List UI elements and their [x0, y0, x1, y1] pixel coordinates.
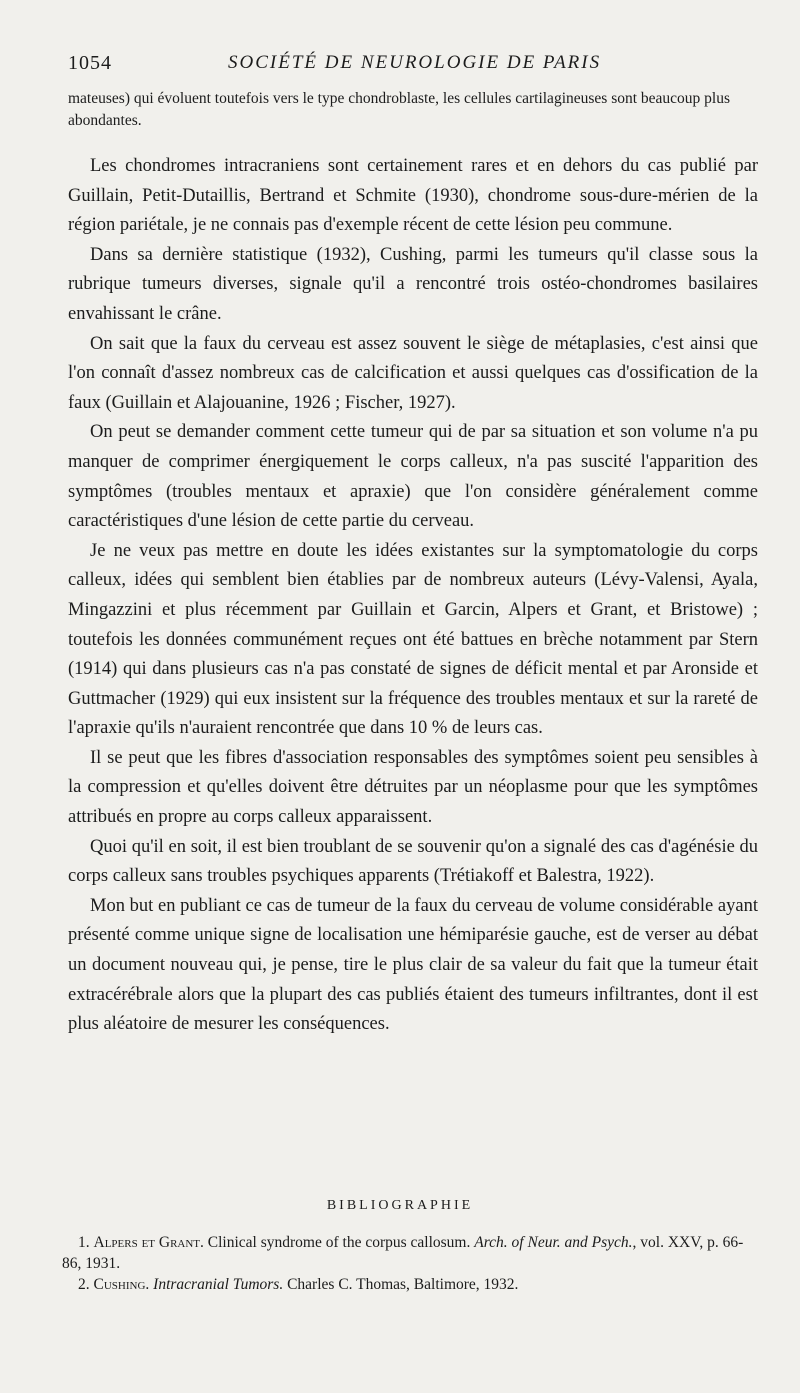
lead-text: mateuses) qui évoluent toutefois vers le type chondroblaste, les cellules cartilagineuses sont beaucoup plus abondantes. — [68, 90, 731, 129]
reference-journal: Arch. of Neur. and Psych. — [474, 1234, 633, 1251]
reference-number: 2. — [78, 1276, 90, 1293]
paragraph: Je ne veux pas mettre en doute les idées existantes sur la symptomatologie du corps calleux, idées qui semblent bien établies par de nombreux auteurs (Lévy-Valensi, Ayala, Mingazzini et plus récemment par Guillain et Garcin, Alpers et Grant, et Bristowe) ; toutefois les données communément reçues ont été battues en brèche notamment par Stern (1914) qui dans plusieurs cas n'a pas constaté de signes de déficit mental et par Aronside et Guttmacher (1929) qui eux insistent sur la fréquence des troubles mentaux et sur la rareté de l'apraxie qu'ils n'auraient rencontrée que dans 10 % de leurs cas. — [68, 540, 758, 739]
bibliography-list — [62, 1232, 762, 1295]
paragraph: Mon but en publiant ce cas de tumeur de la faux du cerveau de volume considérable ayant présenté comme unique signe de localisation une hémiparésie gauche, est de verser au débat un document nouveau qui, je pense, tire le plus clair de sa valeur du fait que la tumeur était extracérébrale alors que la plupart des cas publiés étaient des tumeurs infiltrantes, dont il est plus aléatoire de mesurer les conséquences. — [68, 895, 758, 1035]
reference-title: Intracranial Tumors. — [153, 1276, 284, 1293]
paragraph: Les chondromes intracraniens sont certainement rares et en dehors du cas publié par Guillain, Petit-Dutaillis, Bertrand et Schmite (1930), chondrome sous-dure-mérien de la région pariétale, je ne connais pas d'exemple récent de cette lésion peu commune. — [68, 156, 758, 236]
page-number: 1054 — [68, 52, 112, 74]
reference-number: 1. — [78, 1234, 90, 1251]
paragraph: Dans sa dernière statistique (1932), Cushing, parmi les tumeurs qu'il classe sous la rubrique tumeurs diverses, signale qu'il a rencontré trois ostéo-chondromes basilaires envahissant le crâne. — [68, 244, 758, 324]
paragraph: On peut se demander comment cette tumeur qui de par sa situation et son volume n'a pu manquer de comprimer énergiquement le corps calleux, n'a pas suscité l'apparition des symptômes (troubles mentaux et apraxie) que l'on considère généralement comme caractéristiques d'une lésion de cette partie du cerveau. — [68, 422, 758, 532]
journal-title: SOCIÉTÉ DE NEUROLOGIE DE PARIS — [228, 52, 602, 73]
paragraph: Il se peut que les fibres d'association responsables des symptômes soient peu sensibles à la compression et qu'elles doivent être détruites par un néoplasme pour que les symptômes attribués en propre au corps calleux apparaissent. — [68, 747, 758, 828]
bibliography-title: BIBLIOGRAPHIE — [326, 1198, 474, 1213]
reference-details: Charles C. Thomas, Baltimore, 1932. — [287, 1276, 519, 1293]
reference-item — [62, 1274, 762, 1295]
reference-authors: Cushing. — [93, 1276, 150, 1293]
reference-title: Clinical syndrome of the corpus callosum. — [207, 1234, 471, 1251]
reference-authors: Alpers et Grant. — [93, 1234, 204, 1251]
article-body — [68, 152, 758, 1040]
running-header — [68, 52, 748, 76]
paragraph: Quoi qu'il en soit, il est bien troublant de se souvenir qu'on a signalé des cas d'agénésie du corps calleux sans troubles psychiques apparents (Trétiakoff et Balestra, 1922). — [68, 836, 758, 887]
paragraph: On sait que la faux du cerveau est assez souvent le siège de métaplasies, c'est ainsi que l'on connaît d'assez nombreux cas de calcification et aussi quelques cas d'ossification de la faux (Guillain et Alajouanine, 1926 ; Fischer, 1927). — [68, 333, 758, 413]
reference-item — [62, 1232, 762, 1274]
reference-details: , vol. XXV, p. 66-86, 1931. — [62, 1234, 744, 1272]
